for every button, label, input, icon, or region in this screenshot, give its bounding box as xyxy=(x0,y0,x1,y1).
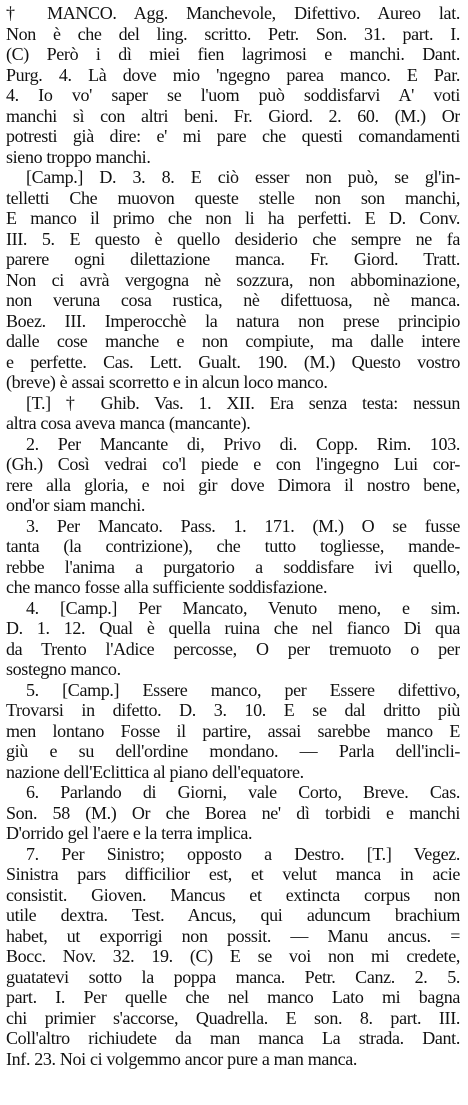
entry-line: Non ci avrà vergogna nè sozzura, non abbominazione, xyxy=(6,269,460,290)
entry-line: [T.] † Ghib. Vas. 1. XII. Era senza testa: nessun xyxy=(26,392,460,413)
entry-line: 2. Per Mancante di, Privo di. Copp. Rim. 103. xyxy=(26,433,460,454)
entry-line: non veruna cosa rustica, nè difettuosa, nè manca. xyxy=(6,290,460,310)
entry-line: consistit. Gioven. Mancus et extincta corpus non xyxy=(6,884,460,905)
entry-line: chi primier s'accorse, Quadrella. E son. 8. part. III. xyxy=(6,1007,460,1028)
entry-line: D. 1. 12. Qual è quella ruina che nel fianco Di qua xyxy=(6,618,460,638)
entry-line: 7. Per Sinistro; opposto a Destro. [T.] Vegez. xyxy=(26,843,460,864)
entry-line: 5. [Camp.] Essere manco, per Essere difettivo, xyxy=(26,679,460,700)
entry-line: guatatevi sotto la poppa manca. Petr. Canz. 2. 5. xyxy=(6,966,460,987)
entry-line: potresti già dire: e' mi pare che questi comandamenti xyxy=(6,126,460,146)
entry-line: † MANCO. Agg. Manchevole, Difettivo. Aureo lat. xyxy=(6,3,460,23)
entry-line: 6. Parlando di Giorni, vale Corto, Breve. Cas. xyxy=(26,782,460,802)
entry-line: manchi sì con altri beni. Fr. Giord. 2. 60. (M.) Or xyxy=(6,105,460,126)
entry-line: men lontano Fosse il partire, assai sarebbe manco E xyxy=(6,720,460,741)
entry-line: altra cosa aveva manca (mancante). xyxy=(6,413,251,433)
entry-line: (breve) è assai scorretto e in alcun loco manco. xyxy=(6,372,328,392)
entry-line: part. I. Per quelle che nel manco Lato mi bagna xyxy=(6,987,460,1007)
entry-line: che manco fosse alla sufficiente soddisfazione. xyxy=(6,577,328,597)
entry-line: tanta (la contrizione), che tutto togliesse, mande- xyxy=(6,536,460,556)
entry-line: (C) Però i dì miei fien lagrimosi e manchi. Dant. xyxy=(6,44,460,64)
entry-line: giù e su dell'ordine mondano. — Parla dell'incli- xyxy=(6,741,460,761)
entry-line: sieno troppo manchi. xyxy=(6,146,151,167)
entry-line: III. 5. E questo è quello desiderio che sempre ne fa xyxy=(6,228,460,249)
entry-line: da Trento l'Adice percosse, O per tremuoto o per xyxy=(6,638,460,659)
entry-line: Trovarsi in difetto. D. 3. 10. E se dal dritto più xyxy=(6,700,460,720)
entry-line: ond'or siam manchi. xyxy=(6,495,146,515)
entry-line: Sinistra pars difficilior est, et velut manca in acie xyxy=(6,864,460,884)
entry-line: 4. Io vo' saper se l'uom può soddisfarvi A' voti xyxy=(6,85,460,105)
entry-line: Son. 58 (M.) Or che Borea ne' dì torbidi e manchi xyxy=(6,802,460,823)
entry-line: telletti Che muovon queste stelle non son manchi, xyxy=(6,187,460,208)
entry-line: 4. [Camp.] Per Mancato, Venuto meno, e sim. xyxy=(26,597,460,618)
entry-line: parere ogni dilettazione manca. Fr. Giord. Tratt. xyxy=(6,249,460,269)
entry-line: rebbe l'anima a purgatorio a soddisfare ivi quello, xyxy=(6,556,460,577)
entry-line: Coll'altro richiudete da man manca La strada. Dant. xyxy=(6,1028,460,1048)
entry-line: dalle cose manche e non compiute, ma dalle intere xyxy=(6,331,460,351)
entry-line: Non è che del ling. scritto. Petr. Son. 31. part. I. xyxy=(6,23,460,44)
entry-line: (Gh.) Così vedrai co'l piede e con l'ingegno Lui cor- xyxy=(6,454,460,474)
entry-line: 3. Per Mancato. Pass. 1. 171. (M.) O se fusse xyxy=(26,515,460,536)
entry-line: nazione dell'Eclittica al piano dell'equatore. xyxy=(6,761,304,782)
entry-line: utile dextra. Test. Ancus, qui aduncum brachium xyxy=(6,905,460,925)
entry-manco xyxy=(6,3,460,1069)
entry-line: Boez. III. Imperocchè la natura non prese principio xyxy=(6,310,460,331)
entry-line: E manco il primo che non li ha perfetti. E D. Conv. xyxy=(6,208,460,228)
entry-line: habet, ut exporrigi non possit. — Manu ancus. = xyxy=(6,925,460,946)
entry-line: Purg. 4. Là dove mio 'ngegno parea manco. E Par. xyxy=(6,64,460,85)
entry-line: e perfette. Cas. Lett. Gualt. 190. (M.) Questo vostro xyxy=(6,351,460,372)
entry-line: [Camp.] D. 3. 8. E ciò esser non può, se gl'in- xyxy=(26,167,460,187)
entry-line: Bocc. Nov. 32. 19. (C) E se voi non mi credete, xyxy=(6,946,460,966)
entry-line: rere alla gloria, e noi gir dove Dimora il nostro bene, xyxy=(6,474,460,495)
entry-line: sostegno manco. xyxy=(6,659,121,679)
entry-line: D'orrido gel l'aere e la terra implica. xyxy=(6,823,253,843)
entry-line: Inf. 23. Noi ci volgemmo ancor pure a man manca. xyxy=(6,1048,358,1069)
